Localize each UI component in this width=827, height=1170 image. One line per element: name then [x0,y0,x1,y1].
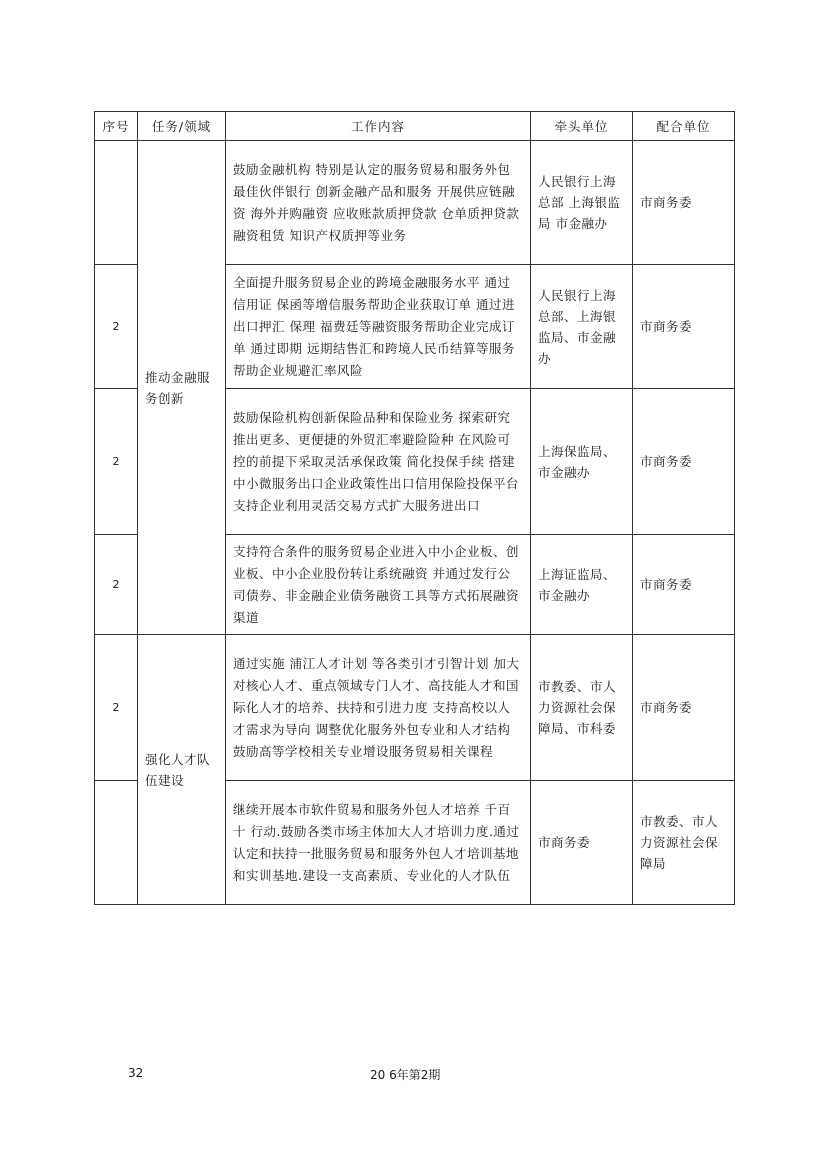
row-coop: 市商务委 [633,141,735,265]
issue-label: 20 6年第2期 [370,1068,441,1082]
row-content: 鼓励金融机构 特别是认定的服务贸易和服务外包最佳伙伴银行 创新金融产品和服务 开展供应链融资 海外并购融资 应收账款质押贷款 仓单质押贷款 融资租赁 知识产权质押等业务 [226,141,531,265]
row-seq: 2 [95,535,138,635]
area-finance: 推动金融服务创新 [138,141,226,635]
row-lead: 上海证监局、市金融办 [531,535,633,635]
row-content: 全面提升服务贸易企业的跨境金融服务水平 通过信用证 保函等增信服务帮助企业获取订单 通过进出口押汇 保理 福费廷等融资服务帮助企业完成订单 通过即期 远期结售汇和跨境人民币结算等服务帮助企业规避汇率风险 [226,265,531,389]
row-content: 通过实施 浦江人才计划 等各类引才引智计划 加大对核心人才、重点领域专门人才、高技能人才和国际化人才的培养、扶持和引进力度 支持高校以人才需求为导向 调整优化服务外包专业和人才结构 鼓励高等学校相关专业增设服务贸易相关课程 [226,635,531,781]
row-coop: 市商务委 [633,265,735,389]
row-seq: 2 [95,635,138,781]
row-content: 鼓励保险机构创新保险品种和保险业务 探索研究推出更多、更便捷的外贸汇率避险险种 在风险可控的前提下采取灵活承保政策 简化投保手续 搭建中小微服务出口企业政策性出口信用保险投保平台 支持企业利用灵活交易方式扩大服务进出口 [226,389,531,535]
row-content: 继续开展本市软件贸易和服务外包人才培养 千百十 行动.鼓励各类市场主体加大人才培训力度.通过认定和扶持一批服务贸易和服务外包人才培训基地和实训基地.建设一支高素质、专业化的人才队伍 [226,781,531,905]
row-lead: 人民银行上海总部 上海银监局 市金融办 [531,141,633,265]
header-lead: 牵头单位 [531,112,633,141]
row-seq: 2 [95,265,138,389]
table-row [95,635,735,781]
table-header-row [95,112,735,141]
row-lead: 市教委、市人力资源社会保障局、市科委 [531,635,633,781]
header-content: 工作内容 [226,112,531,141]
table-row [95,141,735,265]
row-seq: 2 [95,389,138,535]
row-lead: 人民银行上海总部、上海银监局、市金融办 [531,265,633,389]
row-lead: 上海保监局、市金融办 [531,389,633,535]
row-lead: 市商务委 [531,781,633,905]
row-seq [95,781,138,905]
row-coop: 市商务委 [633,535,735,635]
row-coop: 市商务委 [633,389,735,535]
header-coop: 配合单位 [633,112,735,141]
row-coop: 市教委、市人力资源社会保障局 [633,781,735,905]
row-coop: 市商务委 [633,635,735,781]
task-table [94,111,735,905]
page-number: 32 [128,1066,144,1080]
area-talent: 强化人才队伍建设 [138,635,226,905]
header-seq: 序号 [95,112,138,141]
row-seq [95,141,138,265]
header-area: 任务/领域 [138,112,226,141]
row-content: 支持符合条件的服务贸易企业进入中小企业板、创业板、中小企业股份转让系统融资 并通过发行公司债券、非金融企业债务融资工具等方式拓展融资渠道 [226,535,531,635]
